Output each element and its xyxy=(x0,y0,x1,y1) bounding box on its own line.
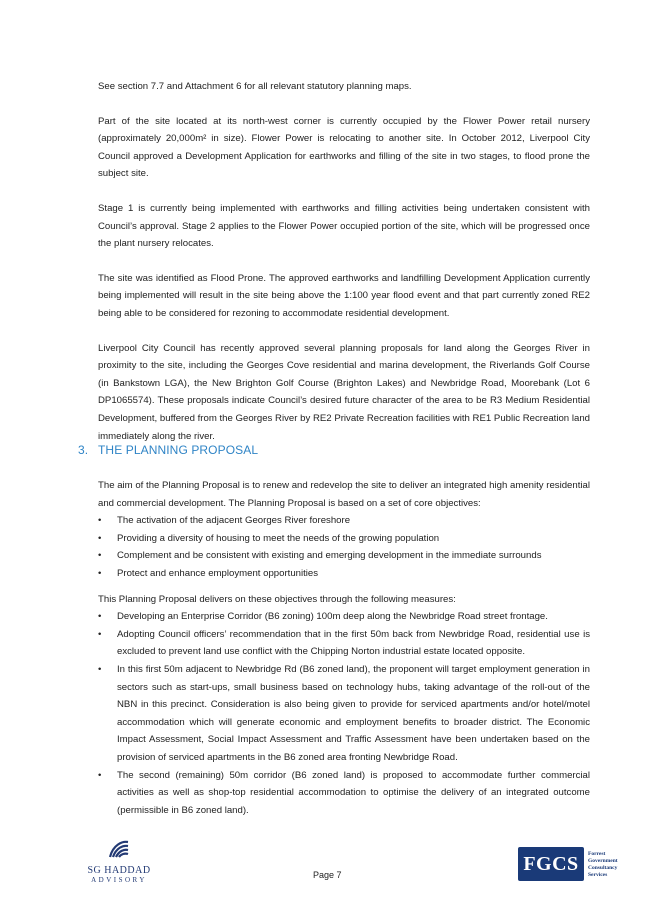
fgcs-logo xyxy=(518,847,618,881)
section-heading xyxy=(78,443,258,457)
sg-haddad-logo xyxy=(84,839,154,884)
bullet-icon: • xyxy=(98,628,102,640)
paragraph-flood-prone: The site was identified as Flood Prone. The approved earthworks and landfilling Development Application currently being implemented will result in the site being above the 1:100 year flood event and that part currently zoned RE2 being able to be considered for rezoning to accommodate residential development. xyxy=(98,272,590,319)
objectives-list xyxy=(98,512,590,582)
page-number: Page 7 xyxy=(313,870,342,880)
section-body xyxy=(98,477,590,827)
list-item: • Complement and be consistent with existing and emerging development in the immediate surrounds xyxy=(98,547,590,565)
bullet-icon: • xyxy=(98,550,102,562)
paragraph-planning-proposals: Liverpool City Council has recently approved several planning proposals for land along the Georges River in proximity to the site, including the Georges Cove residential and marina development, the Riverlands Golf Course (in Bankstown LGA), the New Brighton Golf Course (Brighton Lakes) and Newbridge Road, Moorebank (Lot 6 DP1065574). These proposals indicate Council’s desired future character of the area to be R3 Medium Residential Development, buffered from the Georges River by RE2 Private Recreation facilities with RE1 Public Recreation land immediately along the river. xyxy=(98,342,590,442)
logo-text-line2: ADVISORY xyxy=(91,876,147,884)
paragraph-stages: Stage 1 is currently being implemented with earthworks and filling activities being undertaken consistent with Council’s approval. Stage 2 applies to the Flower Power occupied portion of the site, which will be progressed once the plant nursery relocates. xyxy=(98,202,590,250)
fgcs-logo-words: Forrest Government Consultancy Services xyxy=(588,851,618,878)
bullet-icon: • xyxy=(98,532,102,544)
list-item: • The activation of the adjacent Georges River foreshore xyxy=(98,512,590,530)
list-item: • Protect and enhance employment opportunities xyxy=(98,565,590,583)
section-title: THE PLANNING PROPOSAL xyxy=(98,443,259,457)
paragraph-statutory-maps: See section 7.7 and Attachment 6 for all relevant statutory planning maps. xyxy=(98,81,412,92)
bullet-icon: • xyxy=(98,515,102,527)
list-item: • In this first 50m adjacent to Newbridge Rd (B6 zoned land), the proponent will target employment generation in sectors such as start-ups, small business based on technology hubs, taking advantage of the roll-out of the NBN in this precinct. Consideration is also being given to provide for serviced apartments and/or hotel/motel accommodation which will generate economic and employment benefits to broader district. The Economic Impact Assessment, Social Impact Assessment and Traffic Assessment have been undertaken based on the provision of serviced apartments in the B6 zoned area fronting Newbridge Road. xyxy=(98,661,590,767)
fgcs-logo-mark: FGCS xyxy=(518,847,584,881)
measures-intro: This Planning Proposal delivers on these objectives through the following measures: xyxy=(98,593,456,605)
aim-paragraph: The aim of the Planning Proposal is to renew and redevelop the site to deliver an integrated high amenity residential and commercial development. The Planning Proposal is based on a set of core objectives: xyxy=(98,480,590,509)
bullet-icon: • xyxy=(98,567,102,579)
logo-text-line1: SG HADDAD xyxy=(87,865,151,876)
bullet-icon: • xyxy=(98,769,102,781)
list-item: • Providing a diversity of housing to meet the needs of the growing population xyxy=(98,530,590,548)
measures-list xyxy=(98,608,590,819)
list-item: • Adopting Council officers’ recommendation that in the first 50m back from Newbridge Road, residential use is excluded to prevent land use conflict with the Chipping Norton industrial estate located opposite. xyxy=(98,626,590,661)
sg-haddad-emblem-icon xyxy=(108,839,130,859)
bullet-icon: • xyxy=(98,611,102,623)
list-item: • The second (remaining) 50m corridor (B6 zoned land) is proposed to accommodate further commercial activities as well as shop-top residential accommodation to optimise the delivery of an integrated outcome (permissible in B6 zoned land). xyxy=(98,767,590,820)
bullet-icon: • xyxy=(98,663,102,675)
section-number: 3. xyxy=(78,443,89,457)
intro-text xyxy=(98,78,590,462)
paragraph-flower-power: Part of the site located at its north-west corner is currently occupied by the Flower Power retail nursery (approximately 20,000m² in size). Flower Power is relocating to another site. In October 2012, Liverpool City Council approved a Development Application for earthworks and filling of the site in two stages, to flood prone the subject site. xyxy=(98,115,590,180)
list-item: • Developing an Enterprise Corridor (B6 zoning) 100m deep along the Newbridge Road street frontage. xyxy=(98,608,590,626)
